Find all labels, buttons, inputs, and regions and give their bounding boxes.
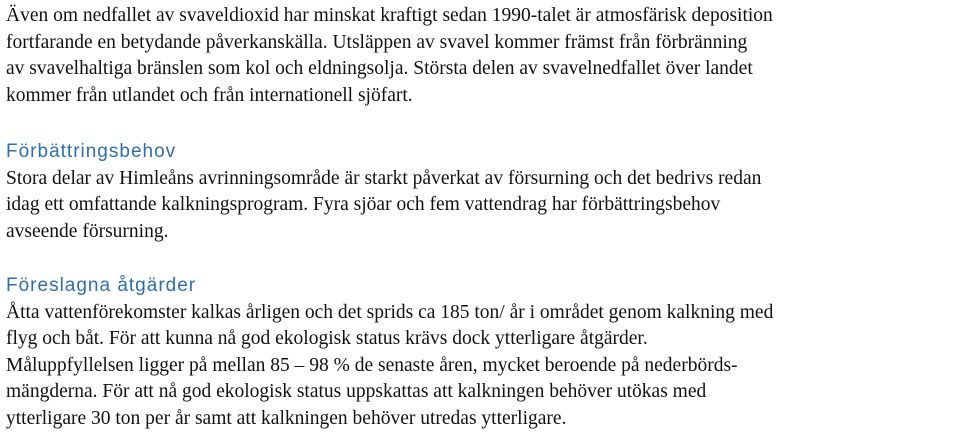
intro-line: fortfarande en betydande påverkanskälla. Utsläppen av svavel kommer främst från förbränning [6, 31, 748, 53]
measures-line: ytterligare 30 ton per år samt att kalkningen behöver utredas ytterligare. [6, 407, 567, 429]
intro-line: av svavelhaltiga bränslen som kol och eldningsolja. Största delen av svavelnedfallet över landet [6, 58, 753, 79]
measures-line: Åtta vattenförekomster kalkas årligen och det sprids ca 185 ton/ år i området genom kalkning med [6, 301, 774, 323]
intro-paragraph [6, 3, 956, 109]
improvement-heading: Förbättringsbehov [6, 141, 177, 162]
improvement-line: Stora delar av Himleåns avrinningsområde är starkt påverkat av försurning och det bedrivs redan [6, 167, 762, 189]
intro-line: Även om nedfallet av svaveldioxid har minskat kraftigt sedan 1990-talet är atmosfärisk deposition [6, 5, 773, 26]
document-page [6, 3, 956, 432]
measures-line: mängderna. För att nå god ekologisk status uppskattas att kalkningen behöver utökas med [6, 381, 707, 402]
measures-line: flyg och båt. För att kunna nå god ekologisk status krävs dock ytterligare åtgärder. [6, 328, 648, 349]
measures-paragraph [6, 300, 956, 433]
section-spacer [6, 245, 956, 273]
measures-line: Måluppfyllelsen ligger på mellan 85 – 98 % de senaste åren, mycket beroende på nederbörds- [6, 354, 738, 376]
section-spacer [6, 109, 956, 139]
improvement-line: idag ett omfattande kalkningsprogram. Fyra sjöar och fem vattendrag har förbättringsbehov [6, 194, 721, 215]
improvement-line: avseende försurning. [6, 220, 169, 242]
measures-heading: Föreslagna åtgärder [6, 275, 197, 296]
intro-line: kommer från utlandet och från internationell sjöfart. [6, 84, 413, 106]
improvement-paragraph [6, 166, 956, 246]
